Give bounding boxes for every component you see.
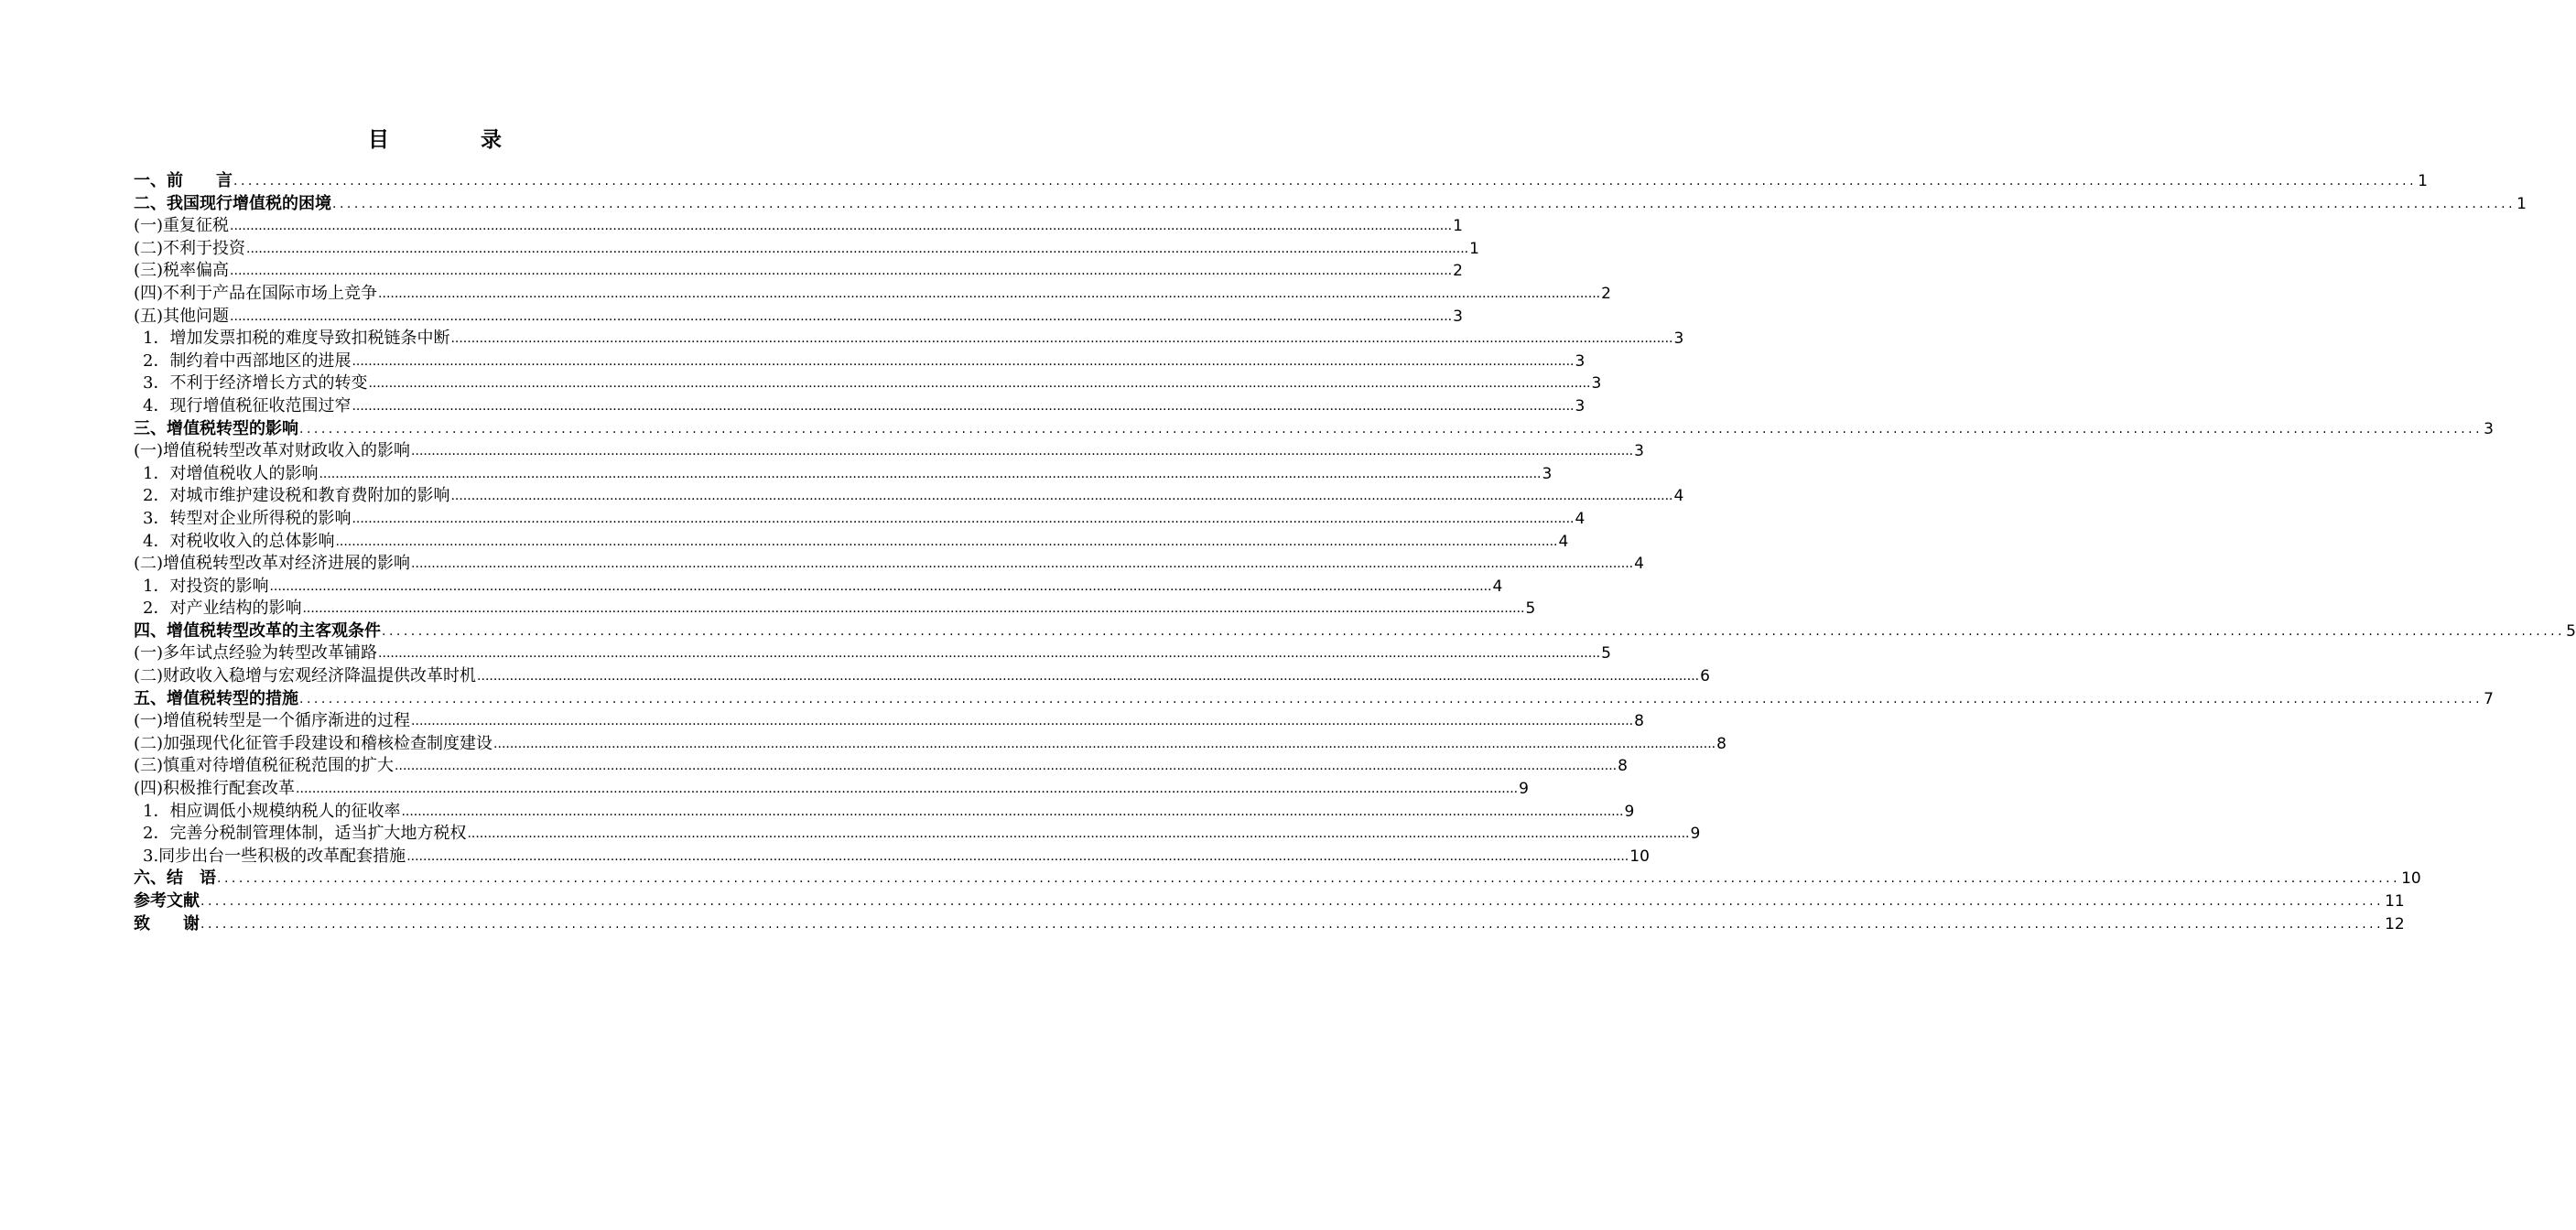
toc-entry-label: (一)增值税转型改革对财政收入的影响 [134, 441, 411, 461]
toc-entry[interactable] [134, 485, 1684, 508]
toc-entry-page-number: 2 [1601, 284, 1611, 303]
toc-entry[interactable] [134, 306, 1463, 329]
toc-entry[interactable] [134, 913, 2405, 936]
toc-entry-page-number: 1 [2418, 172, 2428, 190]
toc-leader-dots: ............................................................................................................................................................................................................................................................................................................ [296, 782, 1519, 797]
toc-leader-dots: ............................................................................................................................................................................................................................................................................................................ [352, 353, 1575, 369]
toc-entry[interactable] [134, 418, 2494, 441]
toc-entry[interactable] [134, 283, 1611, 306]
toc-leader-dots: ............................................................................................................................................................................................................................................................................................................ [302, 601, 1525, 617]
toc-entry-label: 2．制约着中西部地区的进展 [143, 351, 352, 371]
toc-entry[interactable] [134, 665, 1710, 688]
toc-leader-dots: ............................................................................................................................................................................................................................................................................................................ [200, 916, 2385, 932]
toc-entry[interactable] [134, 642, 1611, 665]
toc-leader-dots: ............................................................................................................................................................................................................................................................................................................ [467, 826, 1690, 842]
toc-leader-dots: ............................................................................................................................................................................................................................................................................................................ [368, 376, 1591, 392]
toc-leader-dots: ............................................................................................................................................................................................................................................................................................................ [411, 556, 1634, 572]
table-of-contents [134, 170, 2576, 935]
toc-entry-label: 1．对投资的影响 [143, 576, 269, 596]
toc-entry-page-number: 8 [1634, 712, 1644, 731]
toc-entry[interactable] [134, 215, 1463, 238]
toc-entry-page-number: 7 [2484, 689, 2494, 708]
toc-entry[interactable] [134, 598, 1536, 620]
toc-entry-label: (一)重复征税 [134, 216, 230, 236]
toc-leader-dots: ............................................................................................................................................................................................................................................................................................................ [332, 196, 2516, 211]
toc-leader-dots: ............................................................................................................................................................................................................................................................................................................ [233, 174, 2418, 189]
toc-entry-label: 2．对产业结构的影响 [143, 599, 302, 619]
toc-entry-page-number: 3 [1453, 307, 1463, 326]
toc-leader-dots: ............................................................................................................................................................................................................................................................................................................ [450, 331, 1673, 347]
toc-entry[interactable] [134, 733, 1726, 756]
toc-entry-page-number: 5 [1601, 644, 1611, 664]
toc-entry-page-number: 4 [1673, 487, 1684, 506]
toc-entry-label: 3．转型对企业所得税的影响 [143, 508, 352, 528]
toc-entry-page-number: 5 [1525, 599, 1536, 619]
toc-entry-label: (三)慎重对待增值税征税范围的扩大 [134, 756, 395, 776]
toc-entry[interactable] [134, 531, 1569, 554]
toc-entry-label: 4．对税收收入的总体影响 [143, 531, 335, 551]
toc-entry[interactable] [134, 688, 2494, 711]
toc-leader-dots: ............................................................................................................................................................................................................................................................................................................ [477, 669, 1700, 685]
toc-entry-label: 二、我国现行增值税的困境 [134, 193, 331, 213]
toc-entry-label: (二)加强现代化征管手段建设和稽核检查制度建设 [134, 733, 493, 753]
toc-entry-label: 一、前 言 [134, 171, 233, 190]
toc-leader-dots: ............................................................................................................................................................................................................................................................................................................ [411, 714, 1634, 729]
toc-leader-dots: ............................................................................................................................................................................................................................................................................................................ [230, 264, 1453, 279]
toc-leader-dots: ............................................................................................................................................................................................................................................................................................................ [378, 646, 1601, 662]
toc-leader-dots: ............................................................................................................................................................................................................................................................................................................ [299, 421, 2484, 437]
toc-entry-page-number: 11 [2385, 892, 2405, 911]
toc-entry-page-number: 8 [1716, 734, 1726, 753]
toc-leader-dots: ............................................................................................................................................................................................................................................................................................................ [217, 871, 2401, 887]
toc-entry-page-number: 3 [1634, 442, 1644, 461]
toc-entry-label: (二)不利于投资 [134, 238, 246, 258]
toc-entry-label: 参考文献 [134, 891, 200, 911]
toc-leader-dots: ............................................................................................................................................................................................................................................................................................................ [382, 623, 2566, 639]
toc-entry-label: 1．增加发票扣税的难度导致扣税链条中断 [143, 329, 450, 349]
toc-entry[interactable] [134, 170, 2428, 193]
toc-entry-page-number: 12 [2385, 914, 2405, 933]
toc-leader-dots: ............................................................................................................................................................................................................................................................................................................ [352, 511, 1575, 526]
toc-entry-page-number: 8 [1618, 757, 1628, 776]
toc-entry-page-number: 1 [2516, 194, 2527, 213]
toc-entry-page-number: 10 [2401, 869, 2421, 889]
toc-entry[interactable] [134, 755, 1628, 778]
toc-entry[interactable] [134, 620, 2576, 643]
toc-leader-dots: ............................................................................................................................................................................................................................................................................................................ [411, 444, 1634, 459]
toc-entry-page-number: 3 [1542, 464, 1553, 483]
toc-entry-page-number: 1 [1469, 239, 1479, 258]
toc-entry[interactable] [134, 868, 2421, 890]
toc-entry-page-number: 1 [1453, 217, 1463, 236]
toc-entry[interactable] [134, 890, 2405, 913]
toc-leader-dots: ............................................................................................................................................................................................................................................................................................................ [200, 894, 2385, 909]
toc-entry-label: (四)积极推行配套改革 [134, 779, 296, 799]
toc-leader-dots: ............................................................................................................................................................................................................................................................................................................ [493, 736, 1716, 751]
toc-entry-label: 六、结 语 [134, 869, 216, 889]
toc-entry-label: 五、增值税转型的措施 [134, 688, 298, 708]
toc-leader-dots: ............................................................................................................................................................................................................................................................................................................ [450, 489, 1673, 504]
toc-entry[interactable] [134, 823, 1701, 846]
toc-entry-page-number: 4 [1558, 532, 1569, 551]
toc-leader-dots: ............................................................................................................................................................................................................................................................................................................ [406, 848, 1629, 864]
toc-entry-label: 1．相应调低小规模纳税人的征收率 [143, 801, 401, 821]
toc-entry[interactable] [134, 801, 1635, 824]
toc-entry[interactable] [134, 395, 1586, 418]
toc-entry-page-number: 10 [1629, 847, 1650, 866]
toc-entry-page-number: 4 [1575, 509, 1586, 528]
toc-entry[interactable] [134, 778, 1529, 801]
toc-entry[interactable] [134, 328, 1684, 351]
toc-entry-page-number: 3 [1575, 396, 1586, 415]
toc-entry-label: 三、增值税转型的影响 [134, 418, 298, 438]
toc-entry-label: (一)多年试点经验为转型改革铺路 [134, 643, 378, 664]
toc-entry[interactable] [134, 710, 1644, 733]
toc-leader-dots: ............................................................................................................................................................................................................................................................................................................ [378, 286, 1601, 301]
toc-entry-label: 4．现行增值税征收范围过窄 [143, 395, 352, 415]
toc-entry-label: (一)增值税转型是一个循序渐进的过程 [134, 711, 411, 731]
toc-entry-page-number: 9 [1519, 780, 1529, 799]
toc-entry[interactable] [134, 372, 1602, 395]
toc-entry-label: (二)增值税转型改革对经济进展的影响 [134, 554, 411, 574]
toc-leader-dots: ............................................................................................................................................................................................................................................................................................................ [269, 578, 1492, 594]
toc-entry[interactable] [134, 440, 1644, 463]
toc-entry-page-number: 5 [2566, 621, 2576, 641]
toc-leader-dots: ............................................................................................................................................................................................................................................................................................................ [401, 804, 1624, 819]
toc-leader-dots: ............................................................................................................................................................................................................................................................................................................ [299, 691, 2484, 707]
toc-entry[interactable] [134, 576, 1503, 599]
toc-entry-page-number: 3 [2484, 419, 2494, 438]
toc-entry[interactable] [134, 260, 1463, 283]
toc-entry-page-number: 3 [1673, 329, 1684, 349]
toc-entry[interactable] [134, 846, 1650, 869]
toc-entry-label: (五)其他问题 [134, 306, 230, 326]
toc-entry-label: 四、增值税转型改革的主客观条件 [134, 620, 381, 641]
toc-entry[interactable] [134, 238, 1479, 261]
toc-leader-dots: ............................................................................................................................................................................................................................................................................................................ [246, 241, 1469, 256]
toc-entry-page-number: 4 [1492, 577, 1503, 596]
toc-entry-label: 2．对城市维护建设税和教育费附加的影响 [143, 486, 450, 506]
toc-entry-label: 3．不利于经济增长方式的转变 [143, 373, 368, 394]
toc-entry-label: (三)税率偏高 [134, 261, 230, 281]
toc-entry-page-number: 4 [1634, 555, 1644, 574]
toc-leader-dots: ............................................................................................................................................................................................................................................................................................................ [230, 219, 1453, 234]
toc-leader-dots: ............................................................................................................................................................................................................................................................................................................ [230, 308, 1453, 324]
toc-entry-page-number: 6 [1700, 667, 1710, 686]
toc-entry-page-number: 9 [1690, 825, 1701, 844]
toc-entry[interactable] [134, 351, 1586, 373]
toc-entry-label: 3.同步出台一些积极的改革配套措施 [143, 846, 406, 866]
toc-entry-label: 1．对增值税收人的影响 [143, 463, 319, 483]
toc-leader-dots: ............................................................................................................................................................................................................................................................................................................ [335, 534, 1558, 549]
toc-leader-dots: ............................................................................................................................................................................................................................................................................................................ [395, 759, 1618, 774]
toc-entry-label: (二)财政收入稳增与宏观经济降温提供改革时机 [134, 666, 477, 686]
toc-entry-label: (四)不利于产品在国际市场上竞争 [134, 283, 378, 303]
toc-entry[interactable] [134, 508, 1586, 531]
toc-entry-label: 致 谢 [134, 913, 200, 933]
toc-entry-page-number: 9 [1624, 802, 1635, 821]
toc-entry[interactable] [134, 553, 1644, 576]
toc-entry[interactable] [134, 193, 2527, 216]
toc-leader-dots: ............................................................................................................................................................................................................................................................................................................ [319, 466, 1542, 481]
toc-entry-page-number: 2 [1453, 262, 1463, 281]
toc-title: 目 录 [367, 128, 544, 152]
toc-entry-page-number: 3 [1575, 351, 1586, 371]
toc-entry[interactable] [134, 463, 1553, 486]
toc-entry-page-number: 3 [1591, 374, 1602, 394]
toc-entry-label: 2．完善分税制管理体制，适当扩大地方税权 [143, 824, 467, 844]
toc-leader-dots: ............................................................................................................................................................................................................................................................................................................ [352, 398, 1575, 414]
